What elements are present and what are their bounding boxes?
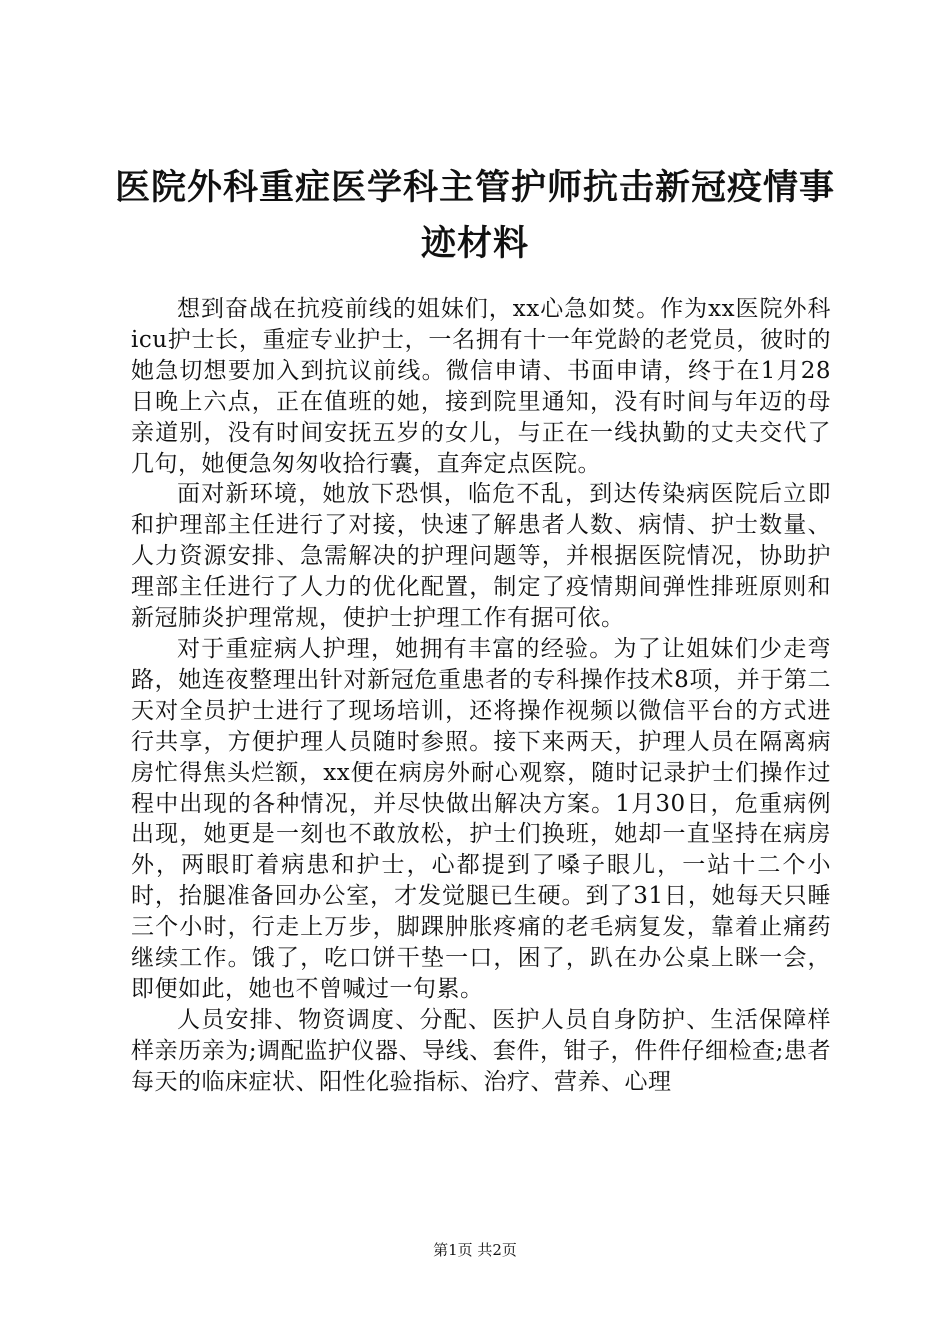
document-body bbox=[131, 294, 831, 1098]
paragraph-3: 对于重症病人护理，她拥有丰富的经验。为了让姐妹们少走弯路，她连夜整理出针对新冠危重患者的专科操作技术8项，并于第二天对全员护士进行了现场培训，还将操作视频以微信平台的方式进行共享，方便护理人员随时参照。接下来两天，护理人员在隔离病房忙得焦头烂额，xx便在病房外耐心观察，随时记录护士们操作过程中出现的各种情况，并尽快做出解决方案。1月30日，危重病例出现，她更是一刻也不敢放松，护士们换班，她却一直坚持在病房外，两眼盯着病患和护士，心都提到了嗓子眼儿，一站十二个小时，抬腿准备回办公室，才发觉腿已生硬。到了31日，她每天只睡三个小时，行走上万步，脚踝肿胀疼痛的老毛病复发，靠着止痛药继续工作。饿了，吃口饼干垫一口，困了，趴在办公桌上眯一会，即便如此，她也不曾喊过一句累。 bbox=[131, 635, 831, 1002]
page-number-footer: 第1页 共2页 bbox=[433, 1241, 517, 1259]
paragraph-4: 人员安排、物资调度、分配、医护人员自身防护、生活保障样样亲历亲为;调配监护仪器、导线、套件，钳子，件件仔细检查;患者每天的临床症状、阳性化验指标、治疗、营养、心理 bbox=[131, 1006, 831, 1095]
document-title: 医院外科重症医学科主管护师抗击新冠疫情事迹材料 bbox=[114, 168, 835, 264]
paragraph-2: 面对新环境，她放下恐惧，临危不乱，到达传染病医院后立即和护理部主任进行了对接，快速了解患者人数、病情、护士数量、人力资源安排、急需解决的护理问题等，并根据医院情况，协助护理部主任进行了人力的优化配置，制定了疫情期间弹性排班原则和新冠肺炎护理常规，使护士护理工作有据可依。 bbox=[131, 481, 831, 632]
paragraph-1: 想到奋战在抗疫前线的姐妹们，xx心急如焚。作为xx医院外科icu护士长，重症专业护士，一名拥有十一年党龄的老党员，彼时的她急切想要加入到抗议前线。微信申请、书面申请，终于在1月28日晚上六点，正在值班的她，接到院里通知，没有时间与年迈的母亲道别，没有时间安抚五岁的女儿，与正在一线执勤的丈夫交代了几句，她便急匆匆收拾行囊，直奔定点医院。 bbox=[131, 296, 831, 477]
